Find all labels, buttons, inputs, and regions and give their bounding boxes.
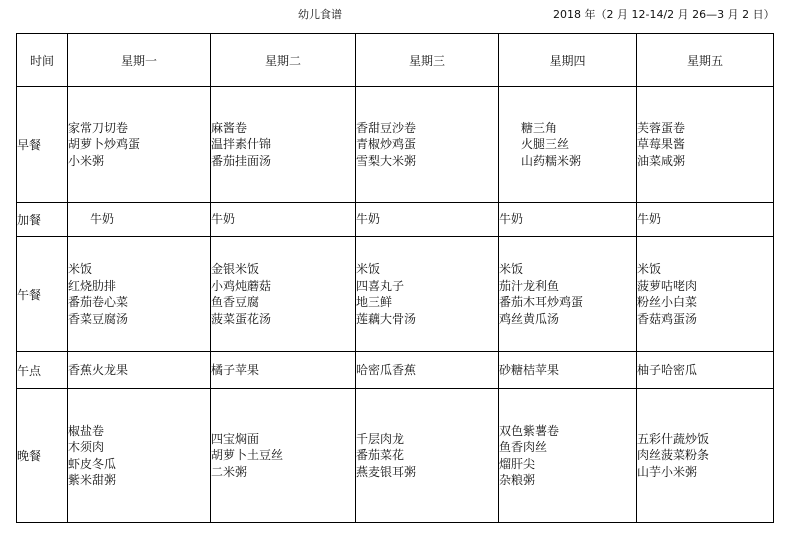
dinner-row <box>17 389 774 523</box>
menu-item: 椒盐卷 <box>68 423 105 438</box>
menu-item: 柚子哈密瓜 <box>637 362 698 377</box>
menu-item: 菠菜蛋花汤 <box>211 311 272 326</box>
day-header-fri: 星期五 <box>637 34 774 87</box>
lunch-row <box>17 237 774 352</box>
menu-item: 米饭 <box>356 262 381 276</box>
menu-item: 四喜丸子 <box>356 278 405 293</box>
menu-item: 金银米饭 <box>211 262 260 276</box>
menu-item: 山芋小米粥 <box>637 464 698 479</box>
menu-item: 糖三角 <box>521 120 558 135</box>
menu-item: 五彩什蔬炒饭 <box>637 431 710 446</box>
menu-cell <box>211 352 356 389</box>
menu-item: 菠萝咕咾肉 <box>637 278 698 293</box>
menu-item: 砂糖桔苹果 <box>499 362 560 377</box>
snack-row <box>17 203 774 237</box>
document-title: 幼儿食谱 <box>298 8 342 21</box>
menu-item: 虾皮冬瓜 <box>68 456 117 471</box>
menu-item: 胡萝卜炒鸡蛋 <box>68 137 141 152</box>
menu-cell <box>637 237 774 352</box>
menu-item: 牛奶 <box>90 212 115 227</box>
menu-cell <box>211 237 356 352</box>
menu-item: 鸡丝黄瓜汤 <box>499 311 560 326</box>
menu-item: 雪梨大米粥 <box>356 153 417 168</box>
menu-item: 千层肉龙 <box>356 431 405 446</box>
menu-item: 青椒炒鸡蛋 <box>356 137 417 152</box>
menu-item: 熘肝尖 <box>499 456 536 471</box>
menu-item: 四宝焖面 <box>211 431 260 446</box>
meal-label-breakfast: 早餐 <box>17 87 68 203</box>
menu-item: 肉丝菠菜粉条 <box>637 448 710 463</box>
menu-item: 哈密瓜香蕉 <box>356 362 417 377</box>
menu-item: 小鸡炖蘑菇 <box>211 278 272 293</box>
menu-item: 双色紫薯卷 <box>499 423 560 438</box>
menu-cell <box>356 389 499 523</box>
menu-item: 米饭 <box>499 262 524 276</box>
meal-label-snack: 加餐 <box>17 203 68 237</box>
menu-item: 紫米甜粥 <box>68 473 117 487</box>
menu-item: 油菜咸粥 <box>637 153 686 168</box>
menu-cell <box>68 237 211 352</box>
menu-item: 番茄卷心菜 <box>68 295 129 309</box>
menu-cell <box>356 352 499 389</box>
menu-cell <box>211 389 356 523</box>
menu-item: 家常刀切卷 <box>68 120 129 135</box>
menu-item: 鱼香豆腐 <box>211 295 260 309</box>
menu-item: 鱼香肉丝 <box>499 440 548 454</box>
menu-item: 牛奶 <box>211 212 236 227</box>
afternoon-snack-row <box>17 352 774 389</box>
menu-item: 麻酱卷 <box>211 120 248 135</box>
menu-item: 草莓果酱 <box>637 137 686 152</box>
day-header-mon: 星期一 <box>68 34 211 87</box>
menu-cell <box>499 203 637 237</box>
menu-item: 温拌素什锦 <box>211 137 272 152</box>
menu-item: 番茄菜花 <box>356 448 405 463</box>
menu-item: 番茄挂面汤 <box>211 153 272 168</box>
menu-cell <box>637 203 774 237</box>
breakfast-row <box>17 87 774 203</box>
menu-cell <box>68 352 211 389</box>
menu-item: 米饭 <box>637 262 662 276</box>
meal-label-afternoon: 午点 <box>17 352 68 389</box>
menu-cell <box>356 203 499 237</box>
menu-item: 橘子苹果 <box>211 362 260 377</box>
menu-cell <box>637 389 774 523</box>
menu-cell <box>68 87 211 203</box>
menu-cell <box>211 203 356 237</box>
menu-item: 莲藕大骨汤 <box>356 311 417 326</box>
menu-item: 地三鲜 <box>356 295 393 309</box>
menu-item: 小米粥 <box>68 153 105 168</box>
menu-cell <box>637 87 774 203</box>
menu-item: 茄汁龙利鱼 <box>499 278 560 293</box>
menu-cell <box>356 87 499 203</box>
menu-cell <box>499 389 637 523</box>
menu-cell <box>637 352 774 389</box>
menu-item: 香菜豆腐汤 <box>68 311 129 326</box>
day-header-wed: 星期三 <box>356 34 499 87</box>
header-row <box>17 34 774 87</box>
menu-item: 红烧肋排 <box>68 278 117 293</box>
menu-item: 山药糯米粥 <box>521 153 582 168</box>
meal-label-dinner: 晚餐 <box>17 389 68 523</box>
menu-item: 香蕉火龙果 <box>68 362 129 377</box>
menu-item: 牛奶 <box>637 212 662 227</box>
menu-item: 牛奶 <box>356 212 381 227</box>
menu-item: 番茄木耳炒鸡蛋 <box>499 295 584 309</box>
menu-cell <box>499 237 637 352</box>
menu-table <box>16 33 774 523</box>
menu-item: 胡萝卜土豆丝 <box>211 448 284 463</box>
menu-item: 香甜豆沙卷 <box>356 120 417 135</box>
day-header-thu: 星期四 <box>499 34 637 87</box>
menu-cell <box>499 352 637 389</box>
time-header: 时间 <box>17 34 68 87</box>
day-header-tue: 星期二 <box>211 34 356 87</box>
meal-label-lunch: 午餐 <box>17 237 68 352</box>
menu-cell <box>68 203 211 237</box>
menu-item: 香菇鸡蛋汤 <box>637 311 698 326</box>
menu-item: 燕麦银耳粥 <box>356 464 417 479</box>
menu-item: 火腿三丝 <box>521 137 570 152</box>
menu-cell <box>68 389 211 523</box>
menu-item: 粉丝小白菜 <box>637 295 698 309</box>
menu-item: 木须肉 <box>68 440 105 454</box>
menu-item: 牛奶 <box>499 212 524 227</box>
menu-item: 米饭 <box>68 262 93 276</box>
menu-cell <box>211 87 356 203</box>
menu-item: 二米粥 <box>211 464 248 479</box>
menu-cell <box>499 87 637 203</box>
date-range: 2018 年（2 月 12-14/2 月 26—3 月 2 日） <box>553 8 775 21</box>
menu-item: 杂粮粥 <box>499 473 536 487</box>
menu-item: 芙蓉蛋卷 <box>637 120 686 135</box>
menu-cell <box>356 237 499 352</box>
